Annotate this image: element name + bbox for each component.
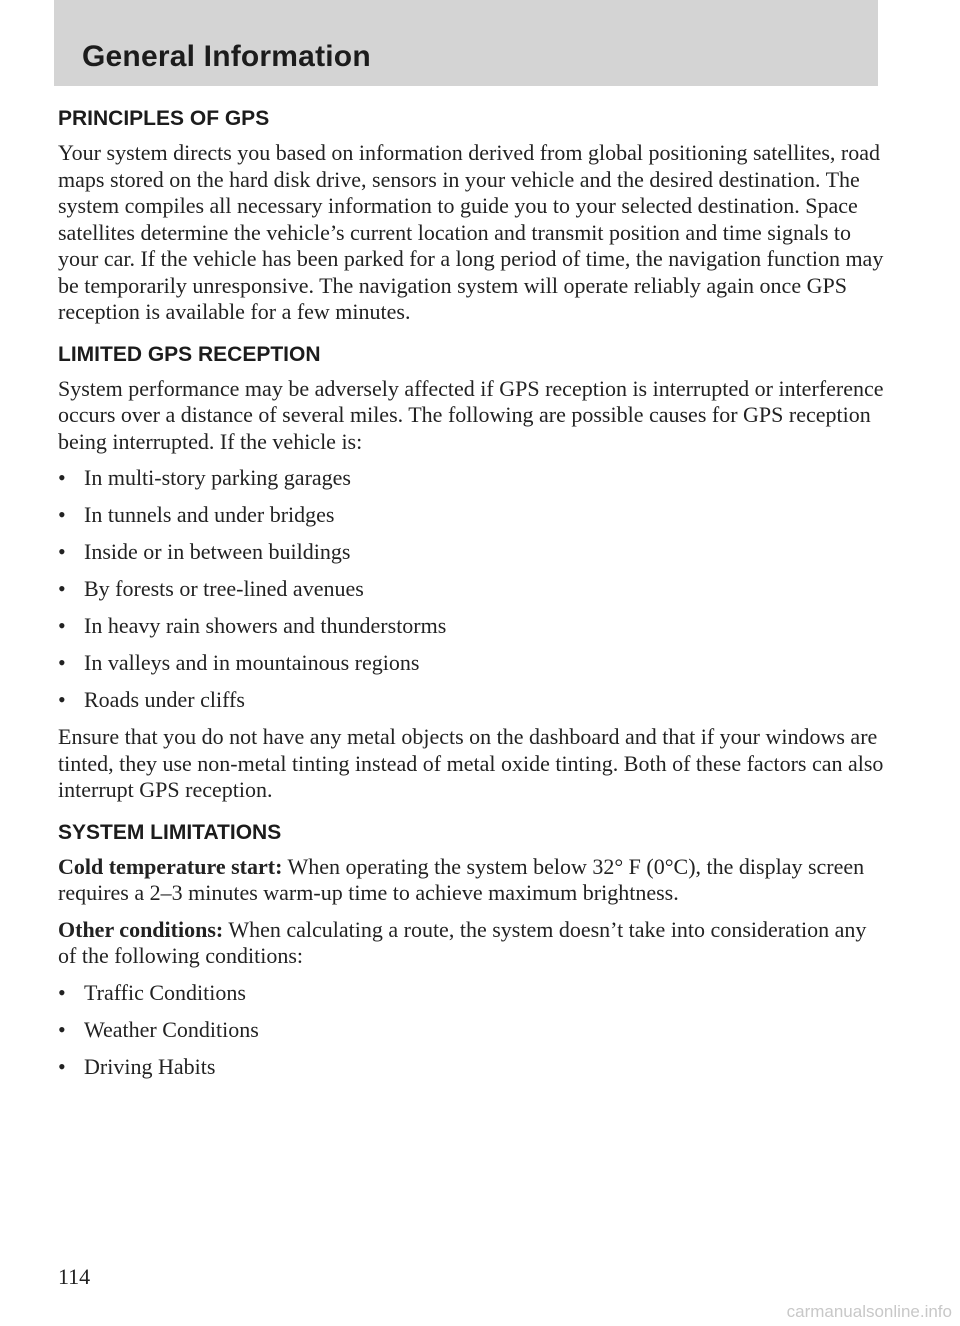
bullet: • [58, 1053, 66, 1079]
list-item: • In tunnels and under bridges [58, 502, 335, 527]
section-paragraph: System performance may be adversely affected if GPS reception is interrupted or interference occurs over a distance of several miles. The following are possible causes for GPS reception being interrupted. If the vehicle is: [58, 375, 884, 454]
section-heading: SYSTEM LIMITATIONS [58, 820, 282, 844]
page-title: General Information [82, 40, 371, 73]
bullet: • [58, 465, 66, 490]
reception-causes-list [58, 465, 888, 714]
list-item: • In multi-story parking garages [58, 465, 351, 490]
section-limited-gps-reception [58, 342, 888, 804]
bullet: • [58, 687, 66, 712]
bullet: • [58, 613, 66, 638]
run-in-label: Cold temperature start: [58, 853, 283, 879]
list-item: • Traffic Conditions [58, 979, 246, 1005]
page-number: 114 [58, 1264, 91, 1289]
other-conditions-paragraph: Other conditions: When calculating a route, the system doesn’t take into consideration any of the following conditions: [58, 916, 867, 968]
bullet: • [58, 539, 66, 564]
list-item: • Roads under cliffs [58, 687, 245, 712]
watermark: carmanualsonline.info [786, 1302, 952, 1321]
main-content [58, 106, 888, 1091]
bullet: • [58, 1016, 66, 1042]
bullet: • [58, 576, 66, 601]
bullet: • [58, 502, 66, 527]
section-paragraph: Ensure that you do not have any metal objects on the dashboard and that if your windows are tinted, they use non-metal tinting instead of metal oxide tinting. Both of these factors can also interrupt GPS reception. [58, 724, 884, 802]
section-paragraph: Your system directs you based on information derived from global positioning satellites, road maps stored on the hard disk drive, sensors in your vehicle and the desired destination. The system compiles all necessary information to guide you to your selected destination. Space satellites determine the vehicle’s current location and transmit position and time signals to your car. If the vehicle has been parked for a long period of time, the navigation function may be temporarily unresponsive. The navigation system will operate reliably again once GPS reception is available for a few minutes. [58, 140, 884, 324]
conditions-list [58, 980, 888, 1081]
section-heading: PRINCIPLES OF GPS [58, 107, 270, 130]
section-system-limitations [58, 820, 888, 1081]
run-in-label: Other conditions: [58, 916, 224, 942]
list-item: • By forests or tree-lined avenues [58, 576, 364, 601]
list-item: • Weather Conditions [58, 1016, 259, 1042]
section-heading: LIMITED GPS RECEPTION [58, 342, 321, 366]
list-item: • Inside or in between buildings [58, 539, 351, 564]
header-bar [54, 0, 878, 86]
list-item: • In heavy rain showers and thunderstorms [58, 613, 447, 638]
list-item: • In valleys and in mountainous regions [58, 650, 420, 675]
bullet: • [58, 650, 66, 675]
section-principles-of-gps [58, 106, 888, 326]
cold-temperature-paragraph: Cold temperature start: When operating the system below 32° F (0°C), the display screen requires a 2–3 minutes warm-up time to achieve maximum brightness. [58, 853, 865, 905]
bullet: • [58, 979, 66, 1005]
list-item: • Driving Habits [58, 1053, 216, 1079]
